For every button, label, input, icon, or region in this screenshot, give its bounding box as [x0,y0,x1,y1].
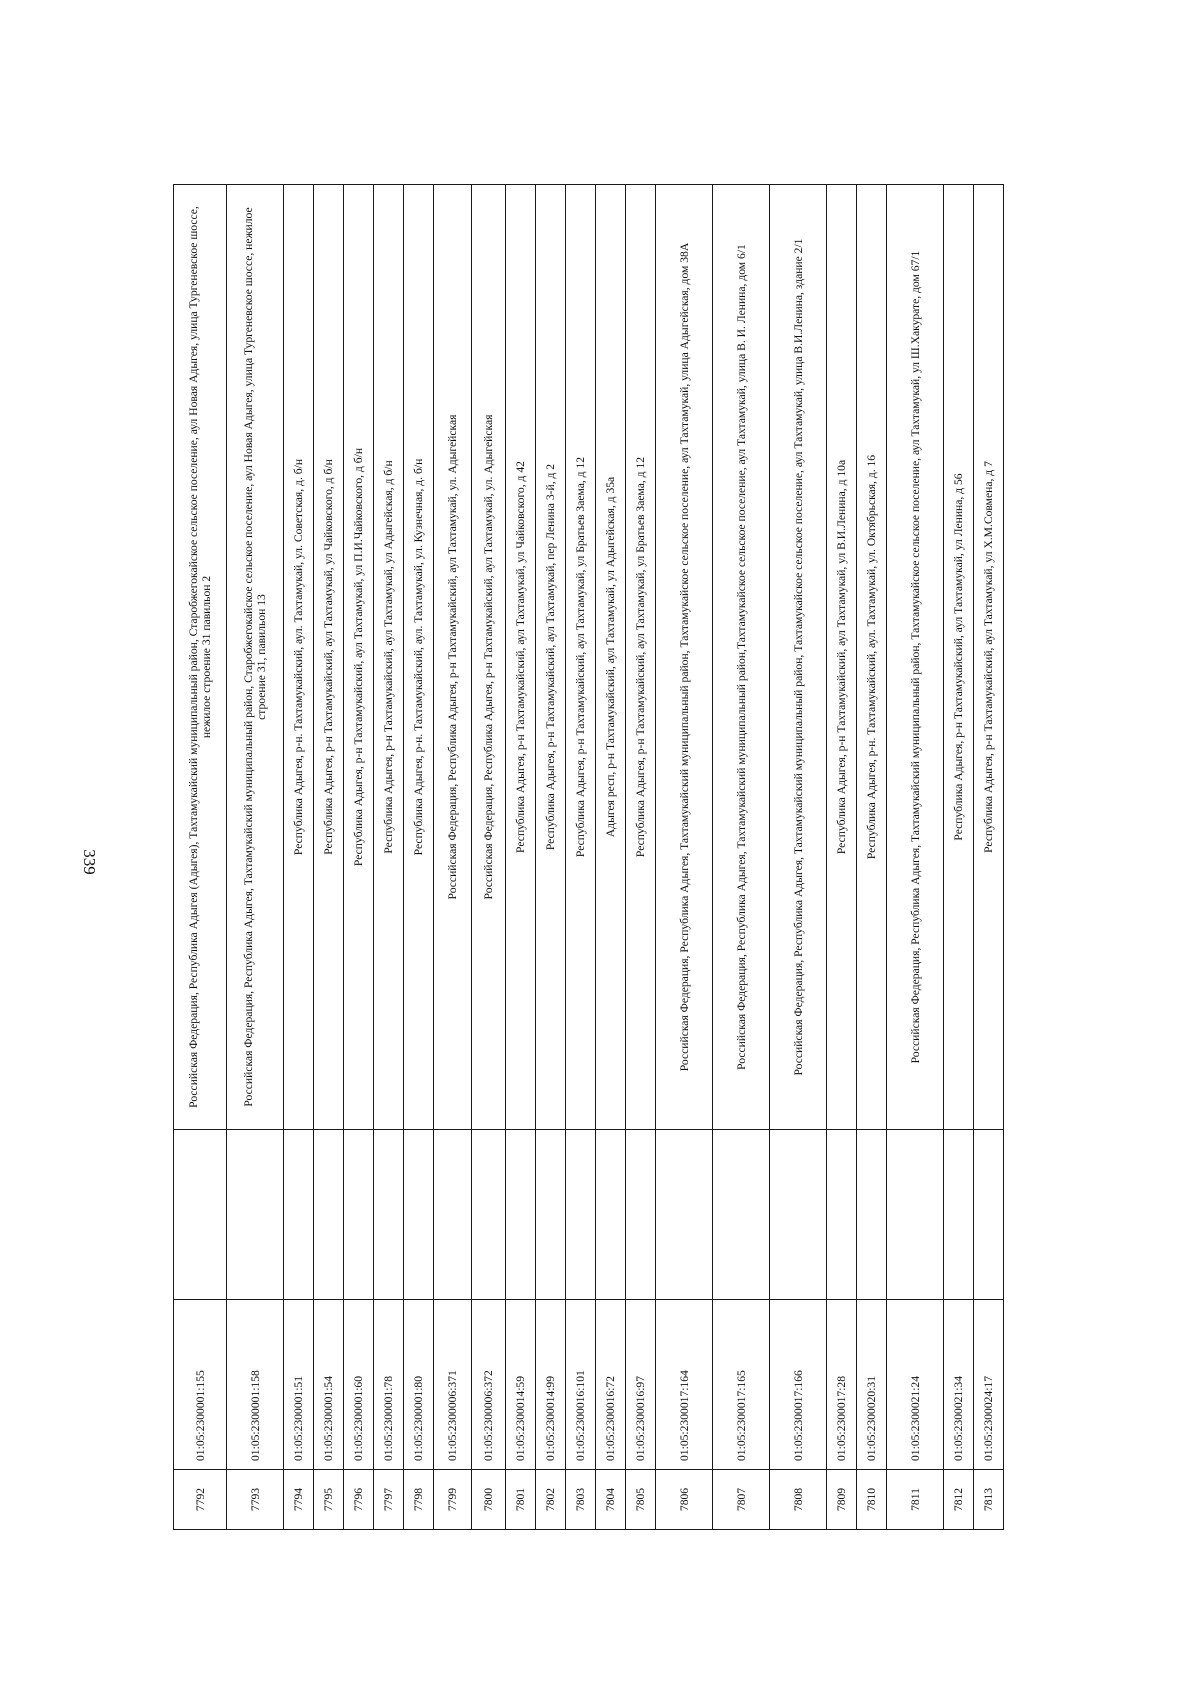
address: Российская Федерация, Республика Адыгея, Тахтамукайский муниципальный район, Тахтамукайское сельское поселение, аул Тахтамукай, ул Ш.Хакурате, дом 67/1 [887,185,944,1130]
table-row [626,185,656,1530]
table-row [974,185,1004,1530]
empty-cell [472,1130,506,1300]
cadastral-number: 01:05:2300006:372 [472,1300,506,1470]
empty-cell [536,1130,566,1300]
row-number: 7813 [974,1470,1004,1530]
table-row [374,185,404,1530]
row-number: 7804 [596,1470,626,1530]
empty-cell [434,1130,472,1300]
address: Республика Адыгея, р-н Тахтамукайский, аул Тахтамукай, ул Х.М.Совмена, д 7 [974,185,1004,1130]
row-number: 7796 [344,1470,374,1530]
empty-cell [404,1130,434,1300]
empty-cell [314,1130,344,1300]
address: Республика Адыгея, р-н Тахтамукайский, аул Тахтамукай, ул Чайковского, д 42 [506,185,536,1130]
table-row [713,185,770,1530]
table-row [857,185,887,1530]
empty-cell [770,1130,827,1300]
row-number: 7798 [404,1470,434,1530]
cadastral-number: 01:05:2300017:165 [713,1300,770,1470]
page-number [77,832,101,892]
address: Республика Адыгея, р-н Тахтамукайский, аул Тахтамукай, ул Адыгейская, д б/н [374,185,404,1130]
registry-table-container [173,185,1051,1530]
table-row [566,185,596,1530]
table-row [887,185,944,1530]
cadastral-number: 01:05:2300001:155 [174,1300,227,1470]
cadastral-number: 01:05:2300001:60 [344,1300,374,1470]
table-row [506,185,536,1530]
empty-cell [857,1130,887,1300]
address: Республика Адыгея, р-н Тахтамукайский, аул Тахтамукай, ул Братьев Заема, д 12 [626,185,656,1130]
cadastral-number: 01:05:2300016:97 [626,1300,656,1470]
table-row [174,185,227,1530]
cadastral-number: 01:05:2300016:72 [596,1300,626,1470]
row-number: 7812 [944,1470,974,1530]
row-number: 7811 [887,1470,944,1530]
registry-table [173,184,1004,1530]
row-number: 7793 [227,1470,284,1530]
address: Российская Федерация, Республика Адыгея, Тахтамукайский муниципальный район, Тахтамукайское сельское поселение, аул Тахтамукай, улица В.И.Ленина, здание 2/1 [770,185,827,1130]
address: Российская Федерация, Республика Адыгея (Адыгея), Тахтамукайский муниципальный район, Старобжегокайское сельское поселение, аул Новая Адыгея, улица Тургеневское шоссе, нежилое строение 31 павильон 2 [174,185,227,1130]
row-number: 7805 [626,1470,656,1530]
row-number: 7795 [314,1470,344,1530]
address: Республика Адыгея, р-н Тахтамукайский, аул Тахтамукай, пер Ленина 3-й, д 2 [536,185,566,1130]
address: Республика Адыгея, р-н. Тахтамукайский, аул. Тахтамукай, ул. Кузнечная, д. б/н [404,185,434,1130]
table-row [827,185,857,1530]
row-number: 7794 [284,1470,314,1530]
cadastral-number: 01:05:2300001:51 [284,1300,314,1470]
cadastral-number: 01:05:2300014:99 [536,1300,566,1470]
cadastral-number: 01:05:2300024:17 [974,1300,1004,1470]
empty-cell [944,1130,974,1300]
table-row [404,185,434,1530]
cadastral-number: 01:05:2300017:166 [770,1300,827,1470]
address: Республика Адыгея, р-н. Тахтамукайский, аул. Тахтамукай, ул. Советская, д. б/н [284,185,314,1130]
empty-cell [344,1130,374,1300]
table-row [344,185,374,1530]
empty-cell [626,1130,656,1300]
cadastral-number: 01:05:2300006:371 [434,1300,472,1470]
address: Российская Федерация, Республика Адыгея, Тахтамукайский муниципальный район, Тахтамукайское сельское поселение, аул Тахтамукай, улица Адыгейская, дом 38А [656,185,713,1130]
cadastral-number: 01:05:2300020:31 [857,1300,887,1470]
empty-cell [887,1130,944,1300]
row-number: 7797 [374,1470,404,1530]
address: Республика Адыгея, р-н. Тахтамукайский, аул. Тахтамукай, ул. Октябрьская, д. 16 [857,185,887,1130]
cadastral-number: 01:05:2300021:24 [887,1300,944,1470]
row-number: 7801 [506,1470,536,1530]
address: Республика Адыгея, р-н Тахтамукайский, аул Тахтамукай, ул П.И.Чайковского, д б/н [344,185,374,1130]
table-row [314,185,344,1530]
address: Республика Адыгея, р-н Тахтамукайский, аул Тахтамукай, ул Братьев Заема, д 12 [566,185,596,1130]
empty-cell [174,1130,227,1300]
empty-cell [713,1130,770,1300]
page-number-text: 339 [80,849,99,875]
cadastral-number: 01:05:2300016:101 [566,1300,596,1470]
cadastral-number: 01:05:2300017:164 [656,1300,713,1470]
empty-cell [827,1130,857,1300]
table-row [284,185,314,1530]
address: Российская Федерация, Республика Адыгея, р-н Тахтамукайский, аул Тахтамукай, ул. Адыгейская [472,185,506,1130]
empty-cell [284,1130,314,1300]
empty-cell [974,1130,1004,1300]
table-row [944,185,974,1530]
address: Республика Адыгея, р-н Тахтамукайский, аул Тахтамукай, ул Ленина, д 56 [944,185,974,1130]
row-number: 7806 [656,1470,713,1530]
empty-cell [566,1130,596,1300]
address: Российская Федерация, Республика Адыгея, Тахтамукайский муниципальный район, Старобжегокайское сельское поселение, аул Новая Адыгея, улица Тургеневское шоссе, нежилое строение 31, павильон 13 [227,185,284,1130]
row-number: 7799 [434,1470,472,1530]
cadastral-number: 01:05:2300001:54 [314,1300,344,1470]
row-number: 7803 [566,1470,596,1530]
cadastral-number: 01:05:2300017:28 [827,1300,857,1470]
empty-cell [227,1130,284,1300]
empty-cell [374,1130,404,1300]
cadastral-number: 01:05:2300001:78 [374,1300,404,1470]
row-number: 7807 [713,1470,770,1530]
empty-cell [656,1130,713,1300]
row-number: 7808 [770,1470,827,1530]
table-row [596,185,626,1530]
table-row [472,185,506,1530]
cadastral-number: 01:05:2300014:59 [506,1300,536,1470]
row-number: 7809 [827,1470,857,1530]
address: Республика Адыгея, р-н Тахтамукайский, аул Тахтамукай, ул Чайковского, д б/н [314,185,344,1130]
table-row [227,185,284,1530]
empty-cell [596,1130,626,1300]
empty-cell [506,1130,536,1300]
address: Российская Федерация, Республика Адыгея, р-н Тахтамукайский, аул Тахтамукай, ул. Адыгейская [434,185,472,1130]
table-row [656,185,713,1530]
row-number: 7810 [857,1470,887,1530]
row-number: 7802 [536,1470,566,1530]
address: Российская Федерация, Республика Адыгея, Тахтамукайский муниципальный район,Тахтамукайское сельское поселение, аул Тахтамукай, улица В. И. Ленина, дом 6/1 [713,185,770,1130]
row-number: 7800 [472,1470,506,1530]
address: Республика Адыгея, р-н Тахтамукайский, аул Тахтамукай, ул В.И.Ленина, д 10а [827,185,857,1130]
table-row [770,185,827,1530]
cadastral-number: 01:05:2300001:158 [227,1300,284,1470]
row-number: 7792 [174,1470,227,1530]
cadastral-number: 01:05:2300021:34 [944,1300,974,1470]
table-row [434,185,472,1530]
registry-table-body [174,185,1004,1530]
table-row [536,185,566,1530]
cadastral-number: 01:05:2300001:80 [404,1300,434,1470]
address: Адыгея респ, р-н Тахтамукайский, аул Тахтамукай, ул Адыгейская, д 35а [596,185,626,1130]
